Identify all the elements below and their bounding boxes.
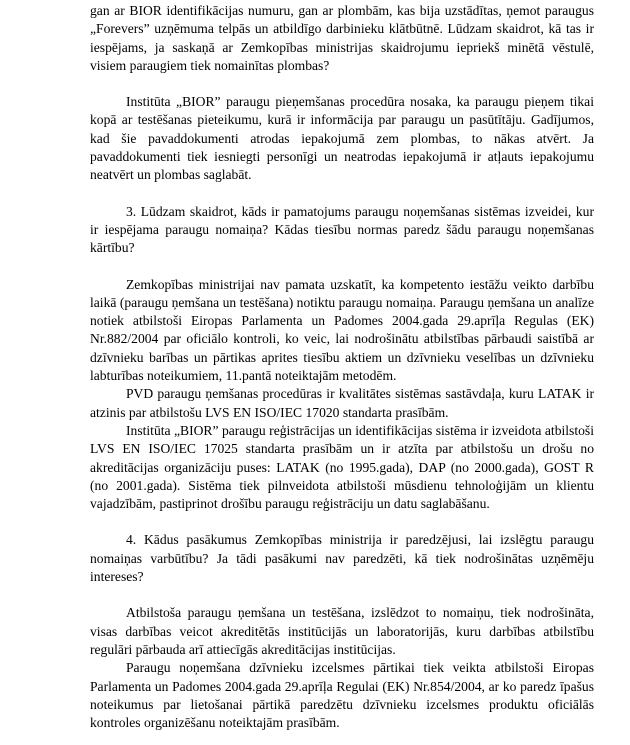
answer-3-paragraph-3: Institūta „BIOR” paraugu reģistrācijas un identifikācijas sistēma ir izveidota atbilstoši LVS EN ISO/IEC 17025 standarta prasībām un ir atzīta par atbilstošu un drošu no akreditācijas organizāciju puses: LATAK (no 1995.gada), DAP (no 2000.gada), GOST R (no 2001.gada). Sistēma tiek pilnveidota atbilstoši mūsdienu tehnoloģijām un klientu vajadzībām, pastiprinot drošību paraugu reģistrāciju un datu saglabāšanu. — [90, 422, 594, 512]
answer-4-paragraph-1: Atbilstoša paraugu ņemšana un testēšana, izslēdzot to nomaiņu, tiek nodrošināta, visas darbības veicot akreditētās institūcijās un laboratorijās, kuru darbības atbilstību regulāri pārbauda arī attiecīgās akreditācijas institūcijas. — [90, 605, 594, 657]
question-4: 4. Kādus pasākumus Zemkopības ministrija ir paredzējusi, lai izslēgtu paraugu nomaiņas varbūtību? Ja tādi pasākumi nav paredzēti, kā tiek nodrošinātas uzņēmēju intereses? — [90, 532, 594, 585]
answer-4-paragraph-2: Paraugu noņemšana dzīvnieku izcelsmes pārtikai tiek veikta atbilstoši Eiropas Parlamenta un Padomes 2004.gada 29.aprīļa Regulai (EK) Nr.854/2004, ar ko paredz īpašus noteikumus par lietošanai pārtikā paredzētu dzīvnieku izcelsmes produktu oficiālās kontroles organizēšanu noteiktajām prasībām. — [90, 660, 594, 731]
document-page — [90, 2, 594, 732]
answer-3-paragraph-2: PVD paraugu ņemšanas procedūras ir kvalitātes sistēmas sastāvdaļa, kuru LATAK ir atzinis par atbilstošu LVS EN ISO/IEC 17020 standarta prasībām. — [90, 386, 594, 420]
question-3: 3. Lūdzam skaidrot, kāds ir pamatojums paraugu noņemšanas sistēmas izveidei, kur ir iespējama paraugu nomaiņa? Kādas tiesību normas paredz šādu paraugu noņemšanas kārtību? — [90, 203, 594, 256]
answer-3-paragraph-1: Zemkopības ministrijai nav pamata uzskatīt, ka kompetento iestāžu veikto darbību laikā (paraugu ņemšana un testēšana) notiktu paraugu nomaiņa. Paraugu ņemšana un analīze notiek atbilstoši Eiropas Parlamenta un Padomes 2004.gada 29.aprīļa Regulas (EK) Nr.882/2004 par oficiālo kontroli, ko veic, lai nodrošinātu atbilstības pārbaudi saistībā ar dzīvnieku barības un pārtikas aprites tiesību aktiem un dzīvnieku veselības un dzīvnieku labturības noteikumiem, 11.pantā noteiktajām metodēm. — [90, 276, 594, 384]
intro-continuation: gan ar BIOR identifikācijas numuru, gan ar plombām, kas bija uzstādītas, ņemot paraugus „Forevers” uzņēmuma telpās un atbildīgo darbinieku klātbūtnē. Lūdzam skaidrot, kā tas ir iespējams, ja saskaņā ar Zemkopības ministrijas skaidrojumu iepriekš minētā vēstulē, visiem paraugiem tiek nomainītas plombas? — [90, 3, 594, 73]
answer-2-paragraph: Institūta „BIOR” paraugu pieņemšanas procedūra nosaka, ka paraugu pieņem tikai kopā ar testēšanas pieteikumu, kurā ir informācija par paraugu un pasūtītāju. Gadījumos, kad šie pavaddokumenti atrodas iepakojumā zem plombas, to nākas atvērt. Ja pavaddokumenti tiek iesniegti personīgi un neatrodas iepakojumā ir atļauts iepakojumu neatvērt un plombas saglabāt. — [90, 94, 594, 183]
